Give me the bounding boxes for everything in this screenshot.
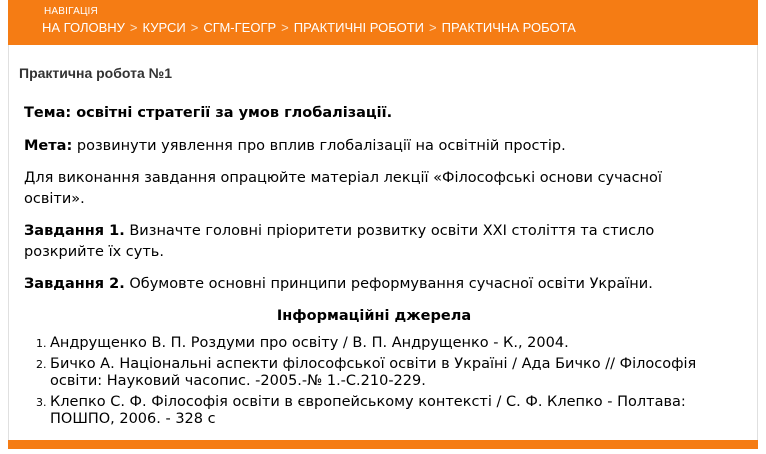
- task-1: [24, 221, 724, 263]
- page-frame: [8, 0, 758, 454]
- goal-line: [24, 136, 724, 157]
- task-1-label: Завдання 1.: [24, 223, 125, 239]
- breadcrumb-course[interactable]: СГМ-ГЕОГР: [203, 20, 277, 35]
- page-title: Практична робота №1: [19, 65, 173, 81]
- main-content: [8, 45, 758, 440]
- list-item: 3. Клепко С. Ф. Філософія освіти в європейському контексті / С. Ф. Клепко - Полтава: ПОШПО, 2006. - 328 с: [50, 394, 724, 429]
- topic-line: [24, 103, 724, 124]
- goal-label: Мета:: [24, 138, 73, 154]
- goal-text: розвинути уявлення про вплив глобалізації на освітній простір.: [72, 138, 566, 154]
- list-item: 2. Бичко А. Національні аспекти філософської освіти в Україні / Ада Бичко // Філософія освіти: Науковий часопис. -2005.-№ 1.-С.210-229.: [50, 356, 724, 391]
- breadcrumb-separator: >: [129, 20, 138, 35]
- task-2-text: Обумовте основні принципи реформування сучасної освіти України.: [124, 276, 653, 292]
- instruction-line: Для виконання завдання опрацюйте матеріал лекції «Філософські основи сучасної освіти».: [24, 170, 662, 207]
- task-1-text: Визначте головні пріоритети розвитку освіти ХХІ століття та стисло розкрийте їх суть.: [24, 223, 655, 260]
- breadcrumb-courses[interactable]: КУРСИ: [142, 20, 186, 35]
- breadcrumb-home[interactable]: НА ГОЛОВНУ: [42, 20, 125, 35]
- footer-bar: [8, 440, 758, 449]
- breadcrumb-separator: >: [429, 20, 437, 35]
- sources-list: [24, 335, 724, 429]
- task-2: [24, 274, 724, 295]
- list-item: 1. Андрущенко В. П. Роздуми про освіту / В. П. Андрущенко - К., 2004.: [50, 335, 724, 353]
- task-2-label: Завдання 2.: [24, 276, 125, 292]
- breadcrumb-practical-works[interactable]: ПРАКТИЧНІ РОБОТИ: [293, 20, 424, 35]
- breadcrumb-separator: >: [190, 20, 199, 35]
- assignment-body: [24, 103, 724, 432]
- navigation-bar: [8, 0, 758, 45]
- breadcrumb-practical-work[interactable]: ПРАКТИЧНА РОБОТА: [441, 20, 576, 35]
- breadcrumb-separator: >: [281, 20, 289, 35]
- navigation-caption: НАВІГАЦІЯ: [44, 6, 98, 17]
- topic-text: Тема: освітні стратегії за умов глобалізації.: [24, 105, 393, 121]
- breadcrumb: [42, 20, 576, 35]
- sources-heading: Інформаційні джерела: [276, 308, 472, 324]
